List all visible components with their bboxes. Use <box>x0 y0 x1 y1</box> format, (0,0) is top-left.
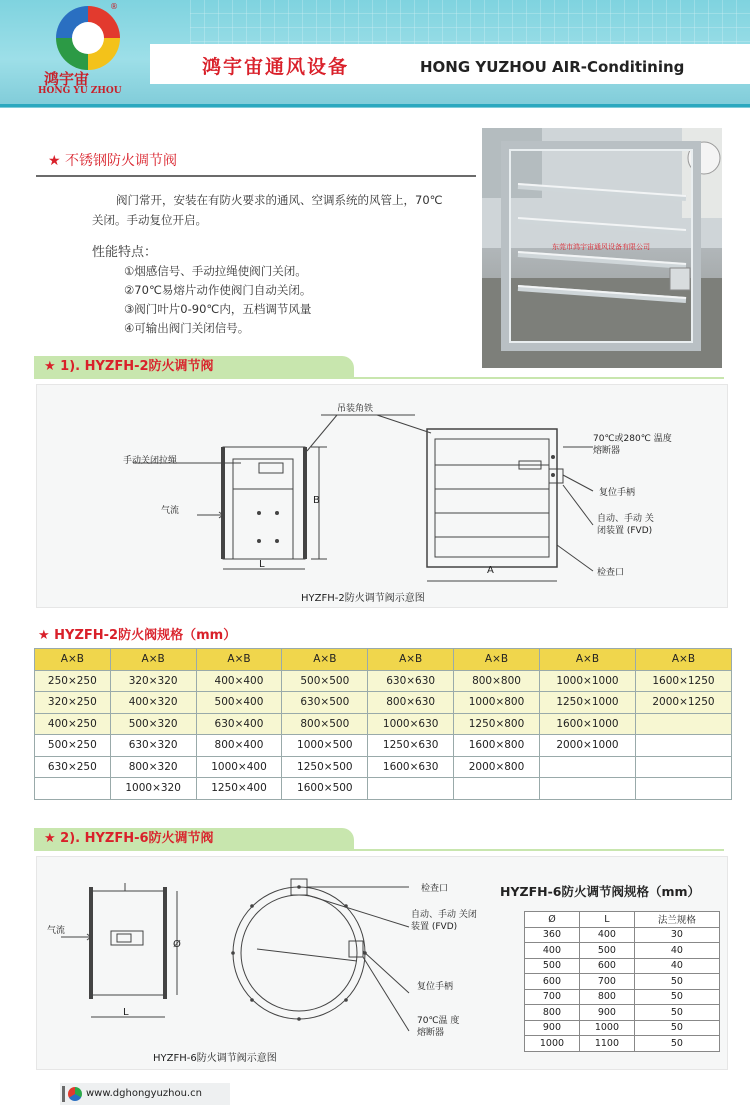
table-header-cell: A×B <box>196 649 282 671</box>
table-row <box>525 974 720 990</box>
table-row <box>35 713 732 735</box>
table-row <box>35 692 732 714</box>
table-cell: 500×250 <box>35 735 111 757</box>
header-title-cn: 鸿宇宙通风设备 <box>202 56 350 78</box>
table-header-cell: A×B <box>368 649 454 671</box>
table-cell: 1100 <box>579 1036 634 1052</box>
table-header-cell: A×B <box>282 649 368 671</box>
table-cell: 400 <box>525 943 580 959</box>
table-row <box>35 670 732 692</box>
table-header-cell: A×B <box>539 649 635 671</box>
table-cell <box>635 713 731 735</box>
table-cell: 630×320 <box>110 735 196 757</box>
label-hanger: 吊装角铁 <box>337 404 374 414</box>
table-row <box>35 756 732 778</box>
feature-item: ②70℃易熔片动作使阀门自动关闭。 <box>124 283 312 297</box>
table-cell: 400 <box>579 927 634 943</box>
table-cell: 1600×630 <box>368 756 454 778</box>
table-cell <box>539 778 635 800</box>
page-header <box>0 0 750 108</box>
table-cell: 630×500 <box>282 692 368 714</box>
table-cell: 2000×1250 <box>635 692 731 714</box>
table-cell: 500×500 <box>282 670 368 692</box>
table-header-cell: A×B <box>635 649 731 671</box>
table-header-row <box>525 912 720 928</box>
section1-underline <box>34 377 724 379</box>
product-title-rule <box>36 175 476 177</box>
label-manual-rope: 手动关闭拉绳 <box>123 456 178 466</box>
table-cell: 800 <box>579 989 634 1005</box>
table-cell: 800×630 <box>368 692 454 714</box>
table-cell: 400×320 <box>110 692 196 714</box>
table-cell <box>539 756 635 778</box>
table-cell: 500×320 <box>110 713 196 735</box>
feature-item: ③阀门叶片0-90℃内，五档调节风量 <box>124 302 312 316</box>
table-cell: 1000 <box>579 1020 634 1036</box>
table-cell: 1600×1000 <box>539 713 635 735</box>
label-reset: 复位手柄 <box>599 488 636 498</box>
table-cell: 40 <box>634 943 719 959</box>
table-cell: 1600×800 <box>454 735 540 757</box>
table-cell: 360 <box>525 927 580 943</box>
table-cell: 1250×400 <box>196 778 282 800</box>
features-list <box>124 262 311 338</box>
table-cell: 700 <box>525 989 580 1005</box>
spec1-title: ★ HYZFH-2防火阀规格（mm） <box>38 628 237 643</box>
table-cell: 500×400 <box>196 692 282 714</box>
table-cell: 40 <box>634 958 719 974</box>
table-cell: 1000×1000 <box>539 670 635 692</box>
product-intro: 阀门常开，安装在有防火要求的通风、空调系统的风管上，70℃关闭。手动复位开启。 <box>92 193 443 227</box>
footer-divider <box>62 1086 65 1102</box>
table-cell: 50 <box>634 1036 719 1052</box>
hyzfh2-diagram <box>36 384 728 608</box>
table-cell <box>635 735 731 757</box>
table-header-row <box>35 649 732 671</box>
table-cell <box>635 756 731 778</box>
hyzfh6-label-fuse: 70℃温 度熔断器 <box>417 1016 460 1038</box>
table-header-cell: A×B <box>110 649 196 671</box>
company-logo-icon <box>56 6 120 70</box>
table-cell: 630×630 <box>368 670 454 692</box>
table-cell: 800×800 <box>454 670 540 692</box>
table-cell: 600 <box>579 958 634 974</box>
hyzfh6-label-airflow: 气流 <box>47 926 66 936</box>
table-cell: 800×500 <box>282 713 368 735</box>
table-cell: 500 <box>579 943 634 959</box>
table-cell <box>368 778 454 800</box>
feature-item: ①烟感信号、手动拉绳使阀门关闭。 <box>124 264 307 278</box>
label-inspection: 检查口 <box>597 568 625 578</box>
table-row <box>525 943 720 959</box>
table-cell: 800 <box>525 1005 580 1021</box>
product-photo <box>482 128 722 368</box>
table-cell: 30 <box>634 927 719 943</box>
table-header-cell: A×B <box>35 649 111 671</box>
table-cell: 1250×1000 <box>539 692 635 714</box>
footer-website-link[interactable]: www.dghongyuzhou.cn <box>86 1088 202 1099</box>
table-cell: 400×400 <box>196 670 282 692</box>
table-cell: 1000×400 <box>196 756 282 778</box>
table-cell: 630×250 <box>35 756 111 778</box>
hyzfh2-caption: HYZFH-2防火调节阀示意图 <box>301 593 425 604</box>
section1-title-bar: ★ 1). HYZFH-2防火调节阀 <box>34 356 354 378</box>
table-cell: 1600×500 <box>282 778 368 800</box>
table-cell: 1000×500 <box>282 735 368 757</box>
table-cell: 1250×500 <box>282 756 368 778</box>
spec2-title: HYZFH-6防火调节阀规格（mm） <box>500 884 701 899</box>
table-cell: 700 <box>579 974 634 990</box>
table-cell: 50 <box>634 1020 719 1036</box>
label-dim-a: A <box>487 565 494 576</box>
table-row <box>525 927 720 943</box>
table-cell: 1000×800 <box>454 692 540 714</box>
section2-underline <box>34 849 724 851</box>
table-cell <box>635 778 731 800</box>
hyzfh6-label-inspection: 检查口 <box>421 884 449 894</box>
hyzfh6-caption: HYZFH-6防火调节阀示意图 <box>153 1053 277 1064</box>
table-header-cell: L <box>579 912 634 928</box>
header-grid-pattern <box>190 0 750 50</box>
logo-text-cn: 鸿宇宙 <box>44 70 90 88</box>
table-cell: 600 <box>525 974 580 990</box>
table-cell: 1000×320 <box>110 778 196 800</box>
label-dim-b: B <box>313 495 320 506</box>
table-row <box>35 735 732 757</box>
table-header-cell: 法兰规格 <box>634 912 719 928</box>
feature-item: ④可输出阀门关闭信号。 <box>124 321 250 335</box>
hyzfh6-label-dim-l: L <box>123 1007 129 1018</box>
table-cell: 50 <box>634 974 719 990</box>
spec1-table <box>34 648 732 800</box>
table-cell: 500 <box>525 958 580 974</box>
features-heading: 性能特点： <box>92 245 158 260</box>
table-row <box>525 1036 720 1052</box>
label-dim-l: L <box>259 559 265 570</box>
label-airflow: 气流 <box>161 506 180 516</box>
table-cell: 1000 <box>525 1036 580 1052</box>
table-cell: 50 <box>634 1005 719 1021</box>
label-fuse: 70℃或280℃ 温度熔断器 <box>593 434 672 456</box>
photo-watermark: 东莞市鸿宇宙通风设备有限公司 <box>552 243 650 251</box>
table-cell: 1000×630 <box>368 713 454 735</box>
table-header-cell: A×B <box>454 649 540 671</box>
hyzfh6-label-dim-d: Ø <box>173 939 181 950</box>
spec2-table <box>524 911 720 1052</box>
table-cell: 250×250 <box>35 670 111 692</box>
table-cell: 630×400 <box>196 713 282 735</box>
table-row <box>525 989 720 1005</box>
globe-icon <box>68 1087 82 1101</box>
table-cell: 800×400 <box>196 735 282 757</box>
section2-title-bar: ★ 2). HYZFH-6防火调节阀 <box>34 828 354 850</box>
table-cell: 900 <box>525 1020 580 1036</box>
product-title: ★ 不锈钢防火调节阀 <box>48 153 178 169</box>
table-cell: 1600×1250 <box>635 670 731 692</box>
damper-photo-illustration <box>482 128 722 368</box>
label-fvd: 自动、手动 关闭装置 (FVD) <box>597 514 654 536</box>
header-title-en: HONG YUZHOU AIR-Conditining <box>420 58 685 76</box>
table-cell: 900 <box>579 1005 634 1021</box>
table-row <box>525 1005 720 1021</box>
logo-text-en: HONG YU ZHOU <box>38 86 122 96</box>
table-cell <box>35 778 111 800</box>
table-header-cell: Ø <box>525 912 580 928</box>
table-row <box>525 958 720 974</box>
table-cell: 400×250 <box>35 713 111 735</box>
table-row <box>35 778 732 800</box>
table-cell: 320×320 <box>110 670 196 692</box>
table-cell: 2000×1000 <box>539 735 635 757</box>
table-row <box>525 1020 720 1036</box>
table-cell <box>454 778 540 800</box>
table-cell: 320×250 <box>35 692 111 714</box>
table-cell: 1250×630 <box>368 735 454 757</box>
table-cell: 1250×800 <box>454 713 540 735</box>
table-cell: 800×320 <box>110 756 196 778</box>
hyzfh6-label-reset: 复位手柄 <box>417 982 454 992</box>
table-cell: 50 <box>634 989 719 1005</box>
table-cell: 2000×800 <box>454 756 540 778</box>
header-divider <box>0 104 750 107</box>
registered-mark: ® <box>110 2 118 11</box>
hyzfh6-label-fvd: 自动、手动 关闭装置 (FVD) <box>411 910 477 932</box>
